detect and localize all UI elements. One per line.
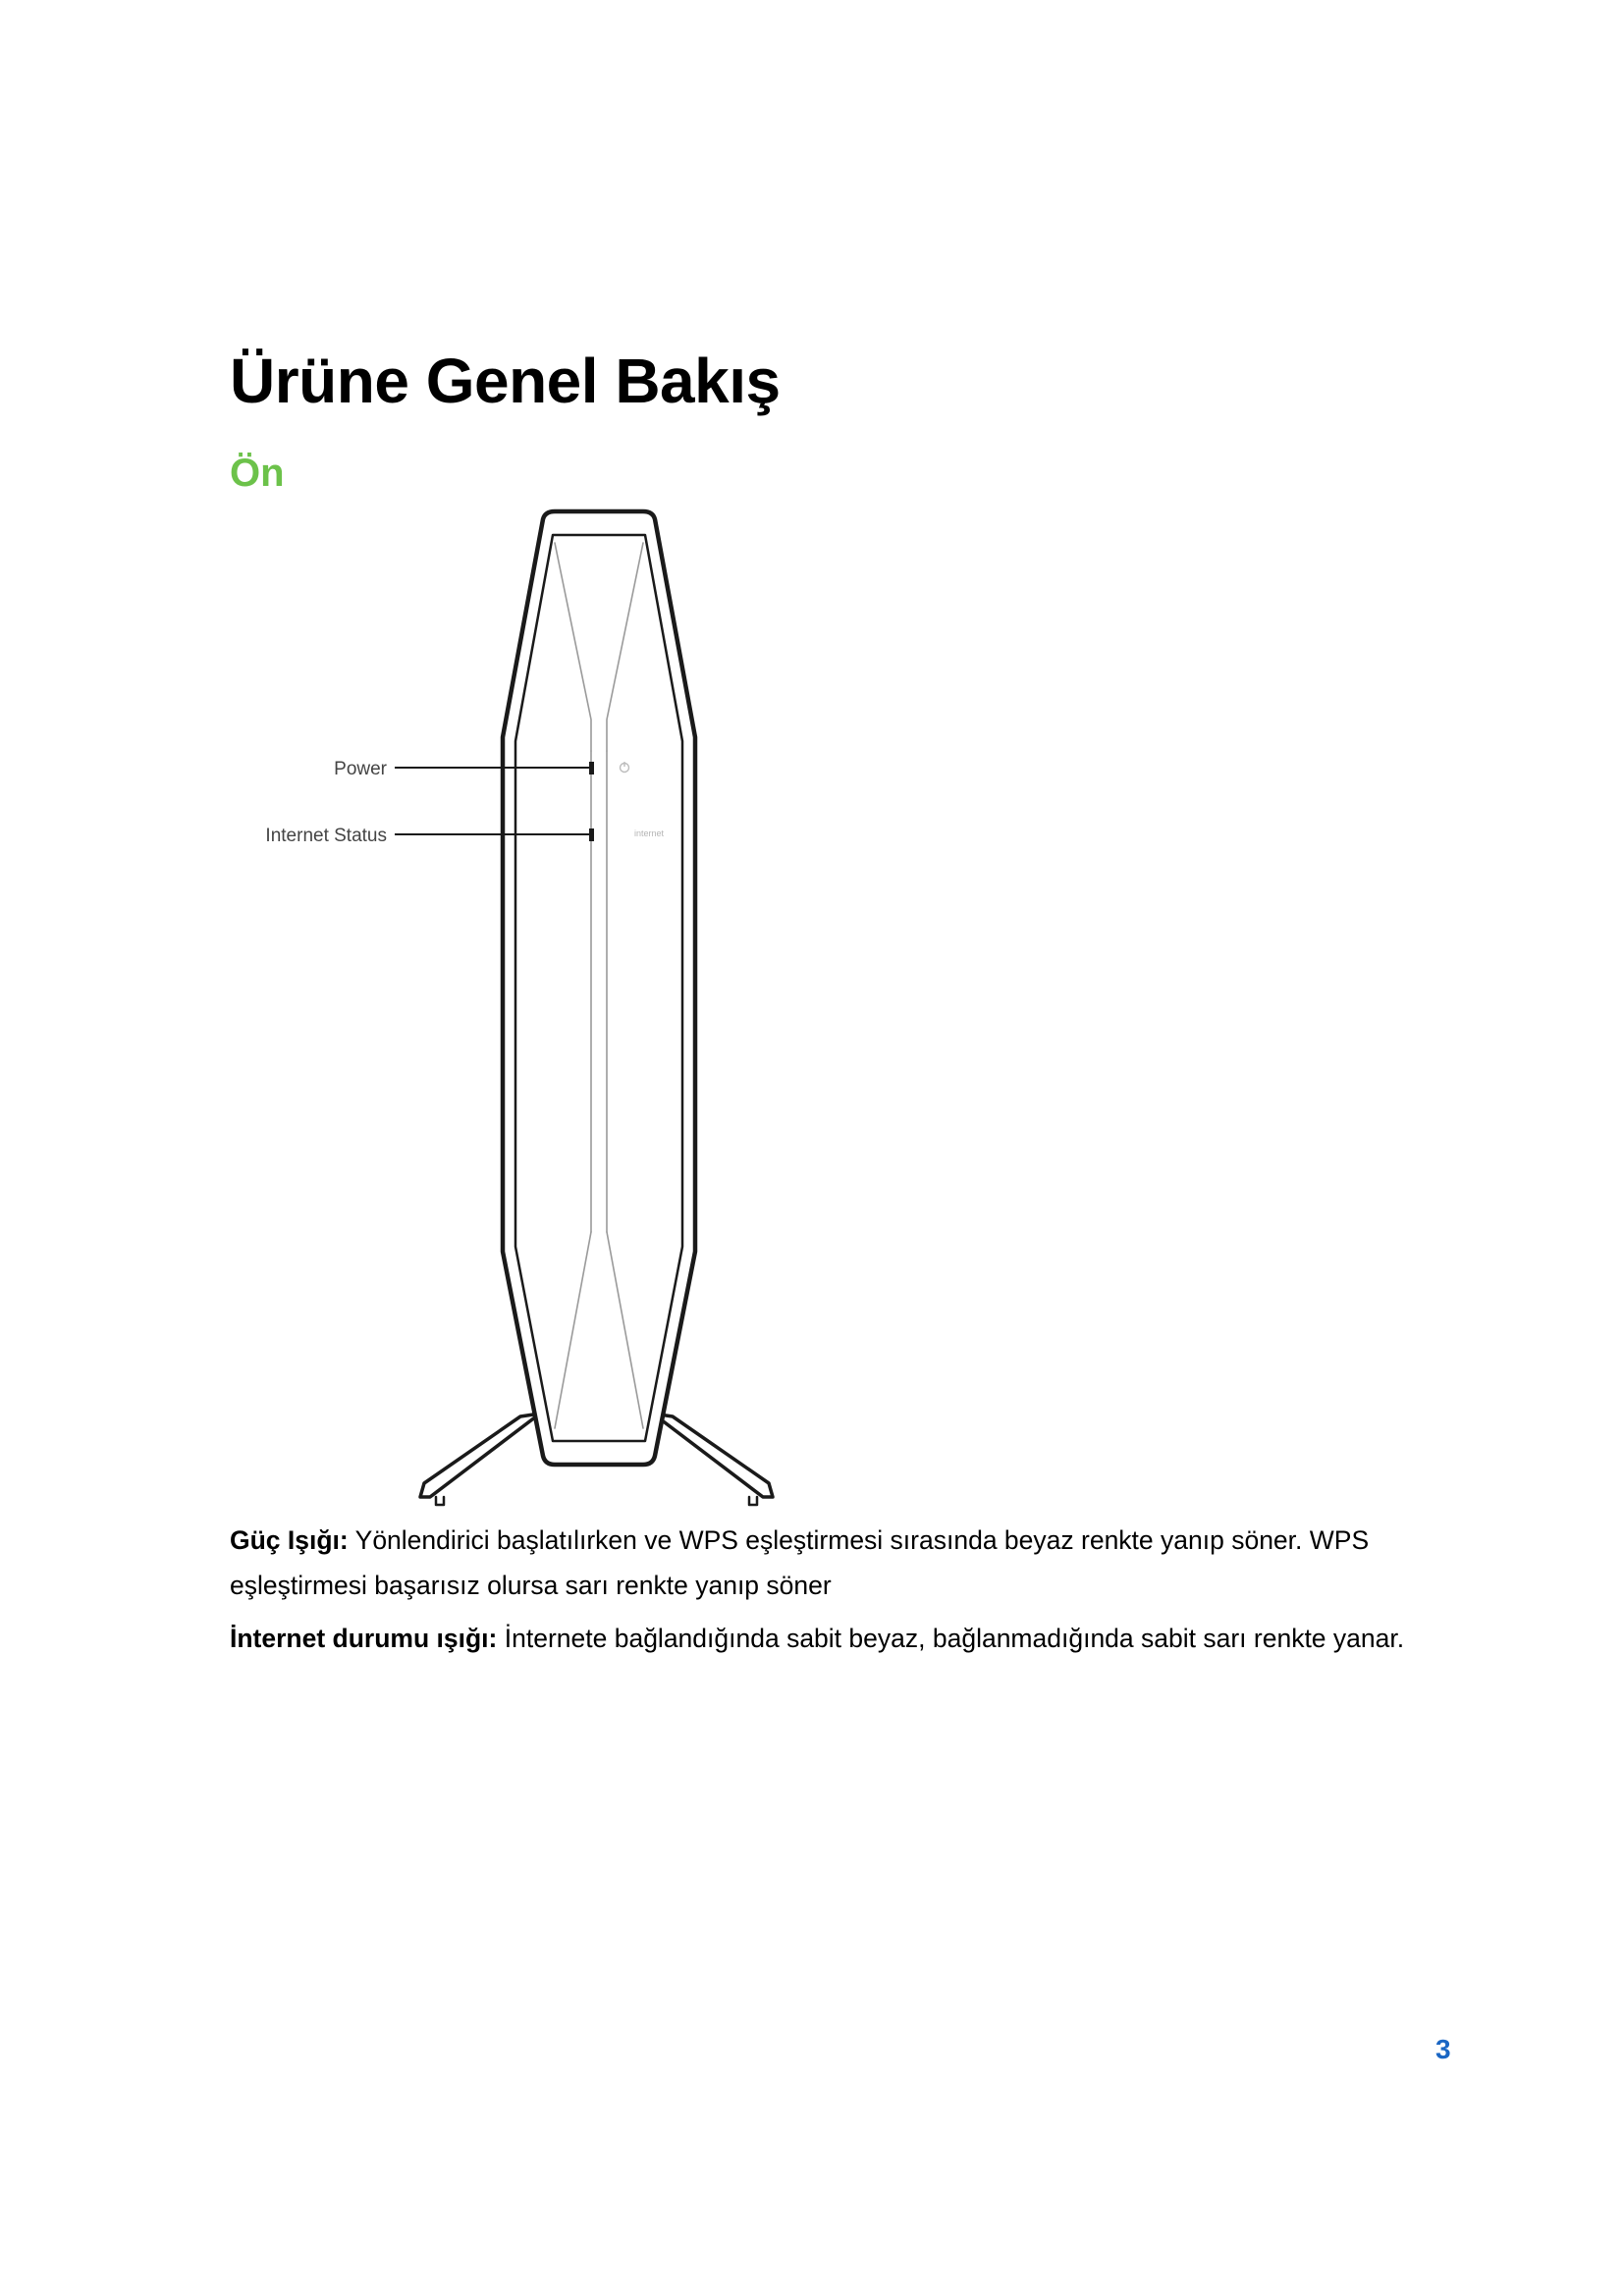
power-light-term: Güç Işığı: — [230, 1525, 349, 1555]
internet-status-callout-label: Internet Status — [265, 826, 387, 846]
internet-led-label: internet — [634, 828, 665, 838]
section-heading: Ön — [230, 452, 285, 495]
page-number: 3 — [1435, 2034, 1451, 2064]
internet-light-text: İnternete bağlandığında sabit beyaz, bağlanmadığında sabit sarı renkte yanar. — [504, 1624, 1405, 1653]
stand-left-leg — [420, 1414, 540, 1505]
stand-right-leg — [653, 1414, 773, 1505]
power-light-description — [230, 1518, 1447, 1608]
internet-light-description — [230, 1616, 1447, 1661]
power-light-text: Yönlendirici başlatılırken ve WPS eşleştirmesi sırasında beyaz renkte yanıp söner. WPS eşleştirmesi başarısız olursa sarı renkte yanıp söner — [230, 1525, 1370, 1600]
internet-light-term: İnternet durumu ışığı: — [230, 1624, 498, 1653]
page-title: Ürüne Genel Bakış — [230, 346, 781, 416]
router-front-illustration — [216, 506, 785, 1512]
power-callout-label: Power — [334, 759, 387, 779]
